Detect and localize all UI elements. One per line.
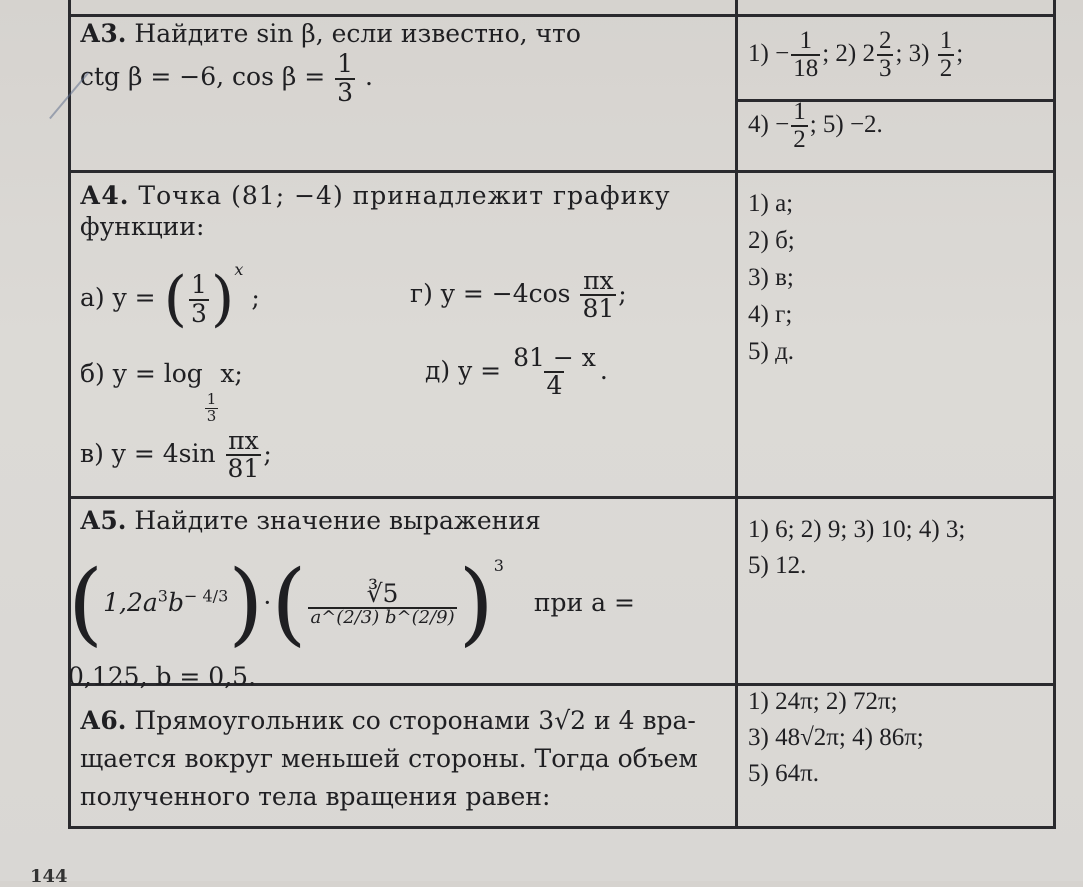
a5-e1-exp-a: 3 bbox=[157, 586, 168, 606]
a5-e2-exp: 3 bbox=[493, 556, 504, 576]
a3-opt1-den: 18 bbox=[793, 55, 819, 83]
a4-option: 1) а; bbox=[748, 190, 794, 217]
a5-e1: 1,2a bbox=[103, 587, 158, 617]
a6-line1 bbox=[80, 702, 730, 740]
a5-option: 5) 12. bbox=[748, 552, 807, 579]
a4-func-v bbox=[80, 428, 272, 483]
a4-text1: Точка (81; −4) принадлежит графику bbox=[138, 181, 671, 210]
a4-label: А4. bbox=[80, 181, 130, 210]
a3-frac-num: 1 bbox=[337, 49, 354, 79]
a5-e2-frac bbox=[308, 578, 456, 628]
a5-condition: при a = 0,125, b = 0,5. bbox=[68, 587, 635, 691]
a3-opt4: 4) − bbox=[748, 110, 790, 138]
a4-fd-label: д) y = bbox=[425, 355, 510, 385]
a4-fa-frac bbox=[189, 272, 209, 327]
a3-opt3-frac bbox=[938, 28, 955, 83]
a3-line2 bbox=[80, 51, 720, 106]
a4-fg-frac bbox=[580, 268, 616, 323]
a4-fv-tail: ; bbox=[263, 438, 272, 468]
a3-frac-den: 3 bbox=[337, 77, 354, 107]
a5-expression bbox=[68, 548, 708, 692]
problem-a4 bbox=[80, 180, 730, 243]
a3-opt1-frac bbox=[791, 28, 820, 83]
a6-option: 3) 48√2π; 4) 86π; bbox=[748, 724, 924, 751]
a4-fg-label: г) y = −4cos bbox=[410, 278, 579, 308]
a3-text2b: . bbox=[365, 62, 373, 91]
left-paren-icon: ( bbox=[271, 551, 307, 656]
a6-option: 1) 24π; 2) 72π; bbox=[748, 688, 898, 715]
a5-label: А5. bbox=[80, 506, 127, 535]
right-paren-icon: ) bbox=[210, 264, 235, 334]
a3-fraction bbox=[335, 51, 355, 106]
a4-func-g bbox=[410, 268, 627, 323]
a4-line2: функции: bbox=[80, 212, 205, 242]
a4-fd-tail: . bbox=[599, 355, 608, 385]
table-border-right bbox=[1053, 0, 1056, 828]
a4-fa-den: 3 bbox=[191, 298, 207, 328]
a6-option: 5) 64π. bbox=[748, 760, 819, 787]
a5-e1-exp-b: − 4/3 bbox=[184, 586, 229, 606]
a4-fv-den: 81 bbox=[227, 454, 260, 484]
a4-fb-label: б) y = log bbox=[80, 359, 203, 388]
row-divider-top bbox=[68, 14, 1056, 17]
a5-dot: · bbox=[263, 587, 272, 617]
a4-fa-num: 1 bbox=[191, 270, 207, 300]
a3-opt1-num: 1 bbox=[799, 27, 812, 54]
a4-fd-num: 81 − x bbox=[513, 343, 596, 372]
a3-line1 bbox=[80, 18, 720, 49]
a4-func-d bbox=[425, 345, 608, 400]
left-paren-icon: ( bbox=[163, 264, 187, 334]
a4-option: 5) д. bbox=[748, 338, 795, 365]
a3-text1: Найдите sin β, если известно, что bbox=[134, 19, 581, 48]
a6-label: А6. bbox=[80, 706, 127, 735]
right-paren-icon: ) bbox=[458, 551, 494, 656]
a3-opt3-den: 2 bbox=[939, 55, 953, 83]
a3-opt2-num: 2 bbox=[878, 27, 892, 54]
a3-opt2-frac bbox=[877, 28, 894, 83]
a3-opt3-tail: ; bbox=[956, 39, 964, 67]
a4-fd-den: 4 bbox=[546, 371, 563, 401]
a4-line1 bbox=[80, 180, 730, 211]
table-border-bottom bbox=[68, 826, 1056, 829]
column-divider bbox=[735, 0, 738, 828]
a4-fa-label: а) y = bbox=[80, 283, 164, 312]
a5-options bbox=[748, 512, 965, 584]
a3-options bbox=[748, 28, 1048, 153]
a3-opt3: ; 3) bbox=[895, 39, 936, 67]
page-number: 144 bbox=[30, 866, 68, 887]
a4-option: 2) б; bbox=[748, 227, 795, 254]
problem-a6 bbox=[80, 702, 730, 816]
a4-fd-frac bbox=[511, 345, 598, 400]
a4-option: 4) г; bbox=[748, 301, 793, 328]
a3-text2a: ctg β = −6, cos β = bbox=[80, 62, 334, 91]
a5-option: 1) 6; 2) 9; 3) 10; 4) 3; bbox=[748, 516, 966, 543]
a5-e2-num: ∛5 bbox=[366, 578, 399, 608]
a4-fg-den: 81 bbox=[582, 294, 615, 324]
a3-label: А3. bbox=[80, 19, 127, 48]
a3-opt2-den: 3 bbox=[878, 55, 892, 83]
a6-line3: полученного тела вращения равен: bbox=[80, 782, 551, 811]
a4-fb-tail: x; bbox=[220, 359, 243, 388]
a4-fg-num: πx bbox=[583, 266, 614, 295]
a4-func-a bbox=[80, 259, 260, 337]
problem-a3 bbox=[80, 18, 720, 106]
right-paren-icon: ) bbox=[228, 551, 264, 656]
left-paren-icon: ( bbox=[68, 551, 104, 656]
a4-fb-sub-den: 3 bbox=[206, 406, 217, 425]
row-divider-a3-a4 bbox=[68, 170, 1056, 173]
a6-options bbox=[748, 684, 924, 792]
a4-func-b bbox=[80, 358, 243, 425]
a4-fg-tail: ; bbox=[618, 278, 627, 308]
problem-a5 bbox=[80, 505, 720, 536]
a4-option: 3) в; bbox=[748, 264, 794, 291]
a4-fv-label: в) y = 4sin bbox=[80, 438, 224, 468]
a3-opt4-num: 1 bbox=[793, 97, 806, 125]
a5-e1-b: b bbox=[167, 587, 184, 617]
a3-opt5: ; 5) −2. bbox=[809, 110, 883, 138]
a3-opt1: 1) − bbox=[748, 39, 790, 67]
a4-fa-tail: ; bbox=[251, 283, 260, 312]
a4-fv-num: πx bbox=[228, 426, 259, 455]
row-divider-a4-a5 bbox=[68, 496, 1056, 499]
a4-options bbox=[748, 185, 795, 370]
a4-fb-sub-num: 1 bbox=[206, 390, 217, 408]
a4-fv-frac bbox=[226, 428, 262, 483]
a6-line2: щается вокруг меньшей стороны. Тогда объем bbox=[80, 744, 698, 773]
a3-opt2: ; 2) 2 bbox=[822, 39, 875, 67]
a3-opt4-frac bbox=[791, 99, 808, 154]
a6-text1: Прямоугольник со сторонами 3√2 и 4 вра- bbox=[134, 706, 696, 735]
a5-text1: Найдите значение выражения bbox=[134, 506, 541, 535]
a5-e2-den: a^(2/3) b^(2/9) bbox=[310, 606, 455, 628]
a3-opt4-den: 2 bbox=[793, 125, 806, 153]
a4-fa-exp: x bbox=[234, 259, 244, 279]
a3-opt3-num: 1 bbox=[939, 27, 953, 54]
a3-options-line2 bbox=[748, 99, 1048, 154]
a3-options-line1 bbox=[748, 28, 1048, 83]
a4-fb-base bbox=[205, 392, 219, 425]
